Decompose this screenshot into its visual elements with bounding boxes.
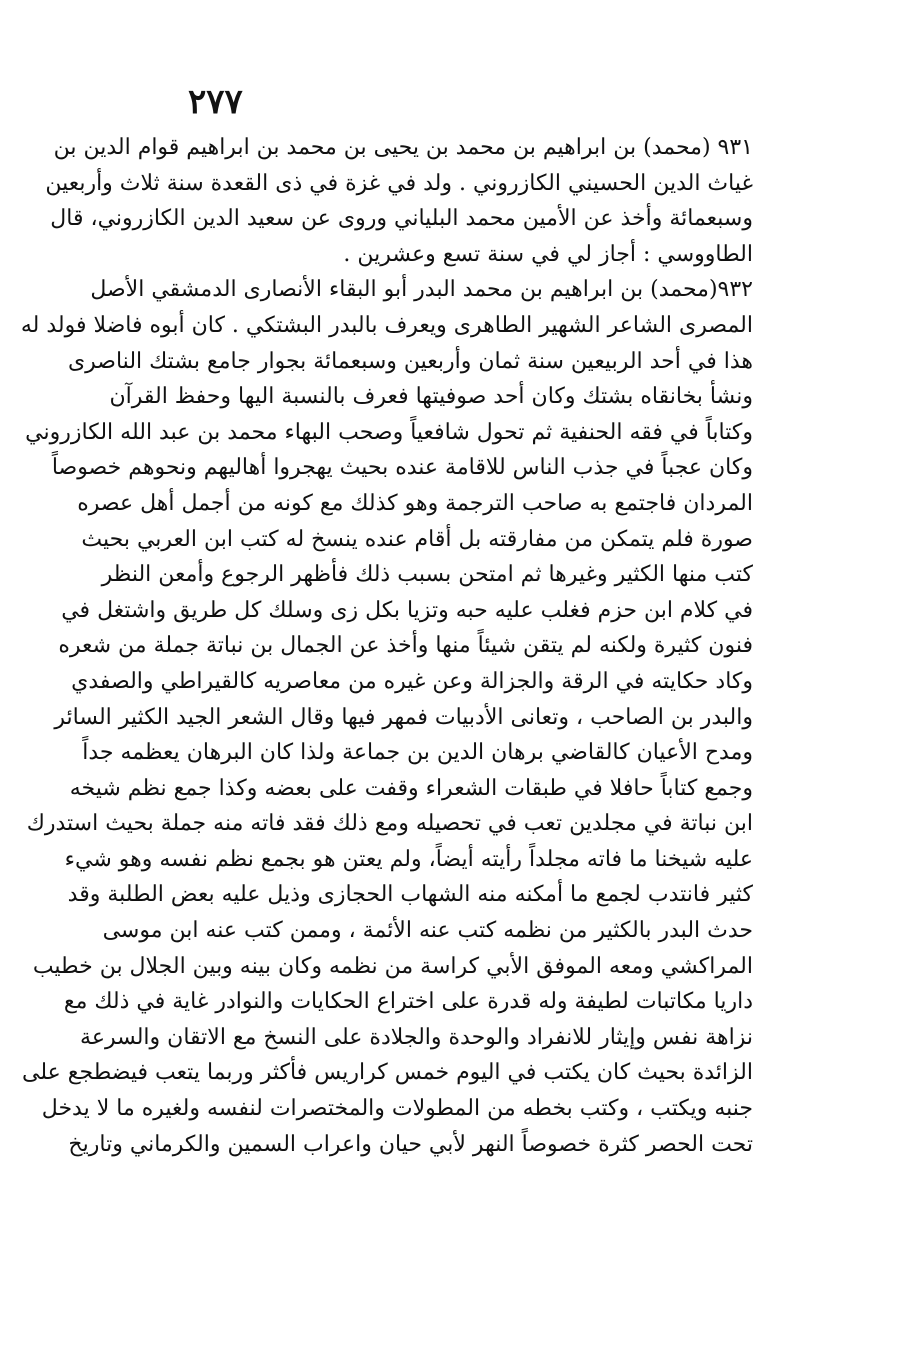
text-line: الطاووسي : أجاز لي في سنة تسع وعشرين . [343,241,753,267]
text-line: هذا في أحد الربيعين سنة ثمان وأربعين وسبعمائة بجوار جامع بشتك الناصرى [67,348,753,374]
text-line: وكان عجباً في جذب الناس للاقامة عنده بحيث يهجروا أهاليهم ونحوهم خصوصاً [51,455,753,481]
text-line: نزاهة نفس وإيثار للانفراد والوحدة والجلادة على النسخ مع الاتقان والسرعة [80,1024,753,1050]
text-line: ونشأ بخانقاه بشتك وكان أحد صوفيتها فعرف بالنسبة اليها وحفظ القرآن [109,384,753,410]
text-body [20,130,753,1162]
text-line: والبدر بن الصاحب ، وتعانى الأدبيات فمهر فيها وقال الشعر الجيد الكثير السائر [54,704,753,730]
text-line: وكتاباً في فقه الحنفية ثم تحول شافعياً وصحب البهاء محمد بن عبد الله الكازروني [25,419,753,445]
text-line: المراكشي ومعه الموفق الأبي كراسة من نظمه وكان بينه وبين الجلال بن خطيب [32,953,753,979]
text-line: حدث البدر بالكثير من نظمه كتب عنه الأئمة ، وممن كتب عنه ابن موسى [102,918,753,944]
text-line: المردان فاجتمع به صاحب الترجمة وهو كذلك مع كونه من أجمل أهل عصره [77,490,753,516]
text-line: داريا مكاتبات لطيفة وله قدرة على اختراع الحكايات والنوادر غاية في ذلك مع [63,989,753,1015]
text-line: وجمع كتاباً حافلا في طبقات الشعراء وقفت على بعضه وكذا جمع نظم شيخه [69,775,753,801]
text-line: ومدح الأعيان كالقاضي برهان الدين بن جماعة ولذا كان البرهان يعظمه جداً [82,740,753,766]
text-line: ٩٣١ (محمد) بن ابراهيم بن محمد بن يحيى بن محمد بن ابراهيم قوام الدين بن [53,135,753,160]
text-line: ٩٣٢(محمد) بن ابراهيم بن محمد البدر أبو البقاء الأنصارى الدمشقي الأصل [90,277,753,303]
text-line: غياث الدين الحسيني الكازروني . ولد في غزة في ذى القعدة سنة ثلاث وأربعين [45,170,753,196]
text-line: فنون كثيرة ولكنه لم يتقن شيئاً منها وأخذ عن الجمال بن نباتة جملة من شعره [58,633,753,659]
text-line: عليه شيخنا ما فاته مجلداً رأيته أيضاً، ولم يعتن هو بجمع نظم نفسه وهو شيء [64,846,753,872]
text-line: في كلام ابن حزم فغلب عليه حبه وتزيا بكل زى وسلك كل طريق واشتغل في [61,597,753,623]
text-line: وكاد حكايته في الرقة والجزالة وعن غيره من معاصريه كالقيراطي والصفدي [71,668,753,694]
text-line: وسبعمائة وأخذ عن الأمين محمد البلياني وروى عن سعيد الدين الكازروني، قال [50,206,753,232]
text-line: تحت الحصر كثرة خصوصاً النهر لأبي حيان واعراب السمين والكرماني وتاريخ [68,1131,753,1157]
text-line: صورة فلم يتمكن من مفارقته بل أقام عنده ينسخ له كتب ابن العربي بحيث [81,526,753,552]
text-line: كتب منها الكثير وغيرها ثم امتحن بسبب ذلك فأظهر الرجوع وأمعن النظر [101,562,753,588]
text-line: كثير فانتدب لجمع ما أمكنه منه الشهاب الحجازى وذيل عليه بعض الطلبة وقد [67,882,753,908]
page-number: ٢٧٧ [188,82,243,122]
text-line: جنبه ويكتب ، وكتب بخطه من المطولات والمختصرات لنفسه ولغيره ما لا يدخل [41,1096,753,1122]
text-line: الزائدة بحيث كان يكتب في اليوم خمس كراريس فأكثر وربما يتعب فيضطجع على [22,1060,753,1086]
text-line: المصرى الشاعر الشهير الطاهرى ويعرف بالبدر البشتكي . كان أبوه فاضلا فولد له [20,312,753,338]
text-line: ابن نباتة في مجلدين تعب في تحصيله ومع ذلك فقد فاته منه جملة بحيث استدرك [26,811,753,837]
